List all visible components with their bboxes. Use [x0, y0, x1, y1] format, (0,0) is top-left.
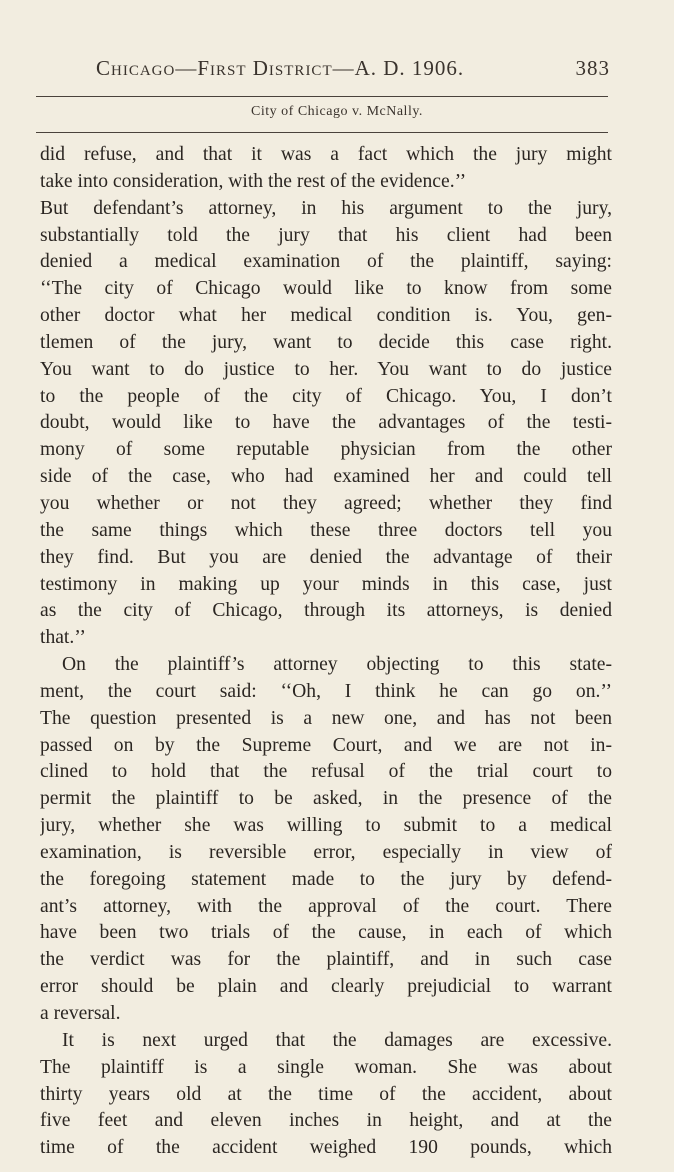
text-line: a reversal. [40, 1003, 121, 1024]
text-line: substantially told the jury that his client had been [40, 224, 612, 246]
text-line: But defendant’s attorney, in his argument to the jury, [40, 197, 612, 219]
running-head [96, 56, 616, 81]
text-line: denied a medical examination of the plaintiff, saying: [40, 251, 612, 273]
text-line: You want to do justice to her. You want to do justice [40, 358, 612, 380]
case-caption: City of Chicago v. McNally. [251, 104, 423, 119]
text-line: jury, whether she was willing to submit to a medical [40, 815, 612, 837]
text-line: take into consideration, with the rest of the evidence.’’ [40, 170, 467, 192]
text-line: testimony in making up your minds in this case, just [40, 573, 612, 595]
text-line: permit the plaintiff to be asked, in the presence of the [40, 788, 612, 810]
text-line: ant’s attorney, with the approval of the court. There [40, 895, 612, 917]
text-line: passed on by the Supreme Court, and we are not in- [40, 734, 612, 756]
running-head-title: Chicago—First District—A. D. 1906. [96, 56, 465, 80]
text-line: the foregoing statement made to the jury by defend- [40, 868, 612, 890]
text-line: The question presented is a new one, and has not been [40, 707, 612, 729]
text-line: as the city of Chicago, through its attorneys, is denied [40, 600, 612, 622]
text-line: five feet and eleven inches in height, and at the [40, 1110, 612, 1132]
text-line: time of the accident weighed 190 pounds, which [40, 1137, 612, 1159]
text-line: The plaintiff is a single woman. She was about [40, 1056, 612, 1078]
text-line: side of the case, who had examined her and could tell [40, 466, 612, 488]
page-number: 383 [575, 56, 610, 80]
text-line: the same things which these three doctors tell you [40, 519, 612, 541]
text-line: other doctor what her medical condition is. You, gen- [40, 305, 612, 327]
text-line: doubt, would like to have the advantages of the testi- [40, 412, 612, 434]
text-line: examination, is reversible error, especially in view of [40, 841, 612, 863]
text-line: that.’’ [40, 627, 86, 649]
text-line: you whether or not they agreed; whether they find [40, 492, 612, 514]
text-line: to the people of the city of Chicago. You, I don’t [40, 385, 612, 407]
header-rule-bottom [36, 132, 608, 133]
text-line: thirty years old at the time of the accident, about [40, 1083, 612, 1105]
text-line: have been two trials of the cause, in each of which [40, 922, 612, 944]
text-line: they find. But you are denied the advantage of their [40, 546, 612, 568]
text-line: error should be plain and clearly prejudicial to warrant [40, 976, 612, 998]
text-line: On the plaintiff’s attorney objecting to this state- [62, 654, 612, 676]
header-rule-top [36, 96, 608, 97]
text-line: tlemen of the jury, want to decide this case right. [40, 331, 612, 353]
text-line: ment, the court said: ‘‘Oh, I think he can go on.’’ [40, 680, 612, 702]
body-text [40, 142, 612, 1162]
text-line: clined to hold that the refusal of the trial court to [40, 761, 612, 783]
text-line: mony of some reputable physician from the other [40, 439, 612, 461]
text-line: did refuse, and that it was a fact which the jury might [40, 144, 612, 165]
text-line: the verdict was for the plaintiff, and in such case [40, 949, 612, 971]
text-line: It is next urged that the damages are excessive. [62, 1029, 612, 1051]
text-line: ‘‘The city of Chicago would like to know from some [40, 278, 612, 300]
